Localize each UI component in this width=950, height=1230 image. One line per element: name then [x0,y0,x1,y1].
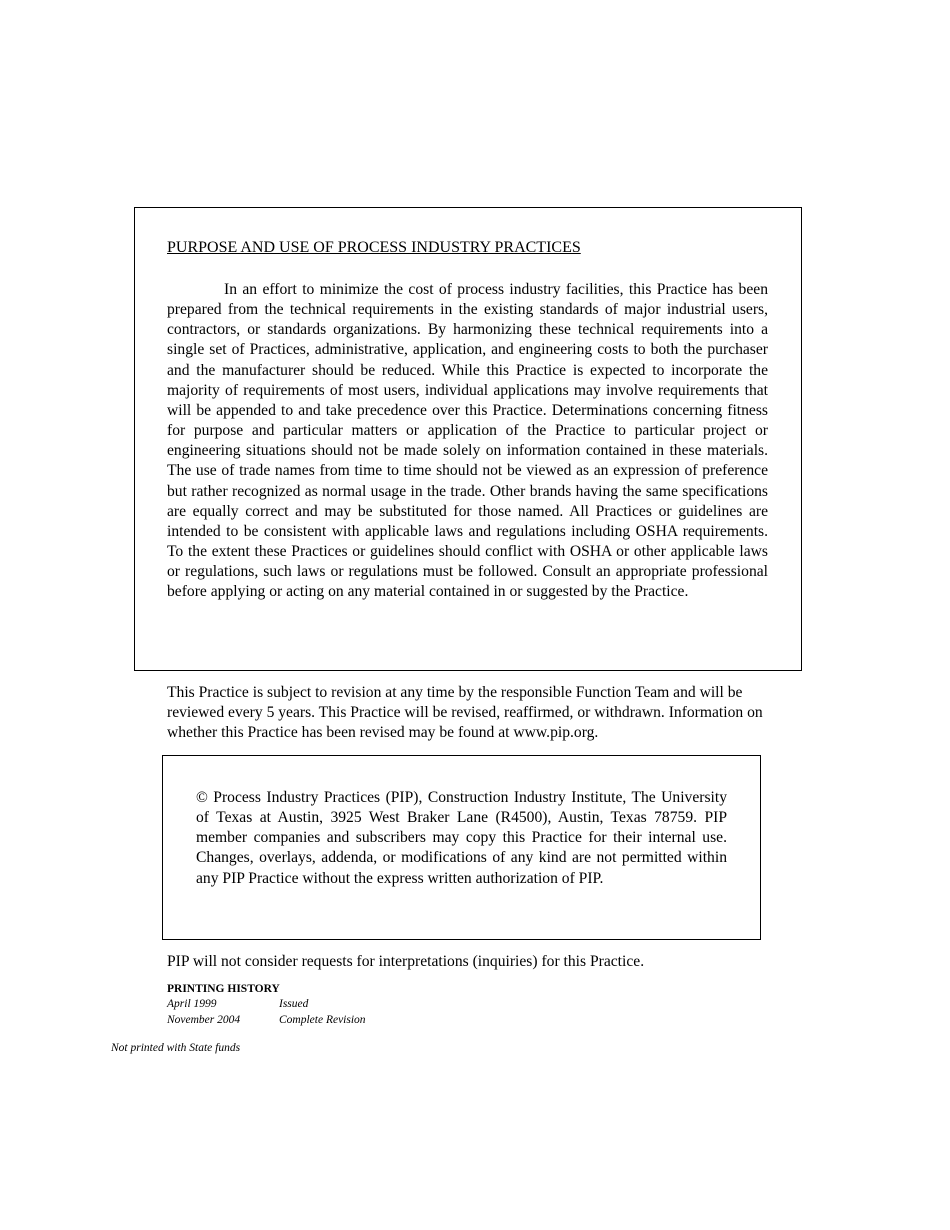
printing-history-heading: PRINTING HISTORY [167,983,280,995]
purpose-body: In an effort to minimize the cost of process industry facilities, this Practice has been prepared from the technical requirements in the existing standards of major industrial users, contractors, or standards organizations. By harmonizing these technical requirements into a single set of Practices, administrative, application, and engineering costs to both the purchaser and the manufacturer should be reduced. While this Practice is expected to incorporate the majority of requirements of most users, individual applications may involve requirements that will be appended to and take precedence over this Practice. Determinations concerning fitness for purpose and particular matters or application of the Practice to particular project or engineering situations should not be made solely on information contained in these materials. The use of trade names from time to time should not be viewed as an expression of preference but rather recognized as normal usage in the trade. Other brands having the same specifications are equally correct and may be substituted for those named. All Practices or guidelines are intended to be consistent with applicable laws and regulations including OSHA requirements. To the extent these Practices or guidelines should conflict with OSHA or other applicable laws or regulations, such laws or regulations must be followed. Consult an appropriate professional before applying or acting on any material contained in or suggested by the Practice. [167,281,768,601]
history-status: Complete Revision [279,1013,366,1026]
printing-history [167,982,366,1028]
printing-history-entry [167,1013,366,1029]
history-date: November 2004 [167,1013,241,1026]
revision-note: This Practice is subject to revision at any time by the responsible Function Team and will be reviewed every 5 years. This Practice will be revised, reaffirmed, or withdrawn. Information on whether this Practice has been revised may be found at www.pip.org. [167,684,763,742]
history-status: Issued [279,998,309,1010]
purpose-heading: PURPOSE AND USE OF PROCESS INDUSTRY PRACTICES [167,239,581,256]
printing-history-entry [167,997,366,1013]
copyright-notice: © Process Industry Practices (PIP), Construction Industry Institute, The University of Texas at Austin, 3925 West Braker Lane (R4500), Austin, Texas 78759. PIP member companies and subscribers may copy this Practice for their internal use. Changes, overlays, addenda, or modifications of any kind are not permitted within any PIP Practice without the express written authorization of PIP. [196,789,727,887]
interpretation-note: PIP will not consider requests for interpretations (inquiries) for this Practice. [167,953,645,970]
history-date: April 1999 [167,998,217,1010]
state-funds-note: Not printed with State funds [111,1042,241,1054]
